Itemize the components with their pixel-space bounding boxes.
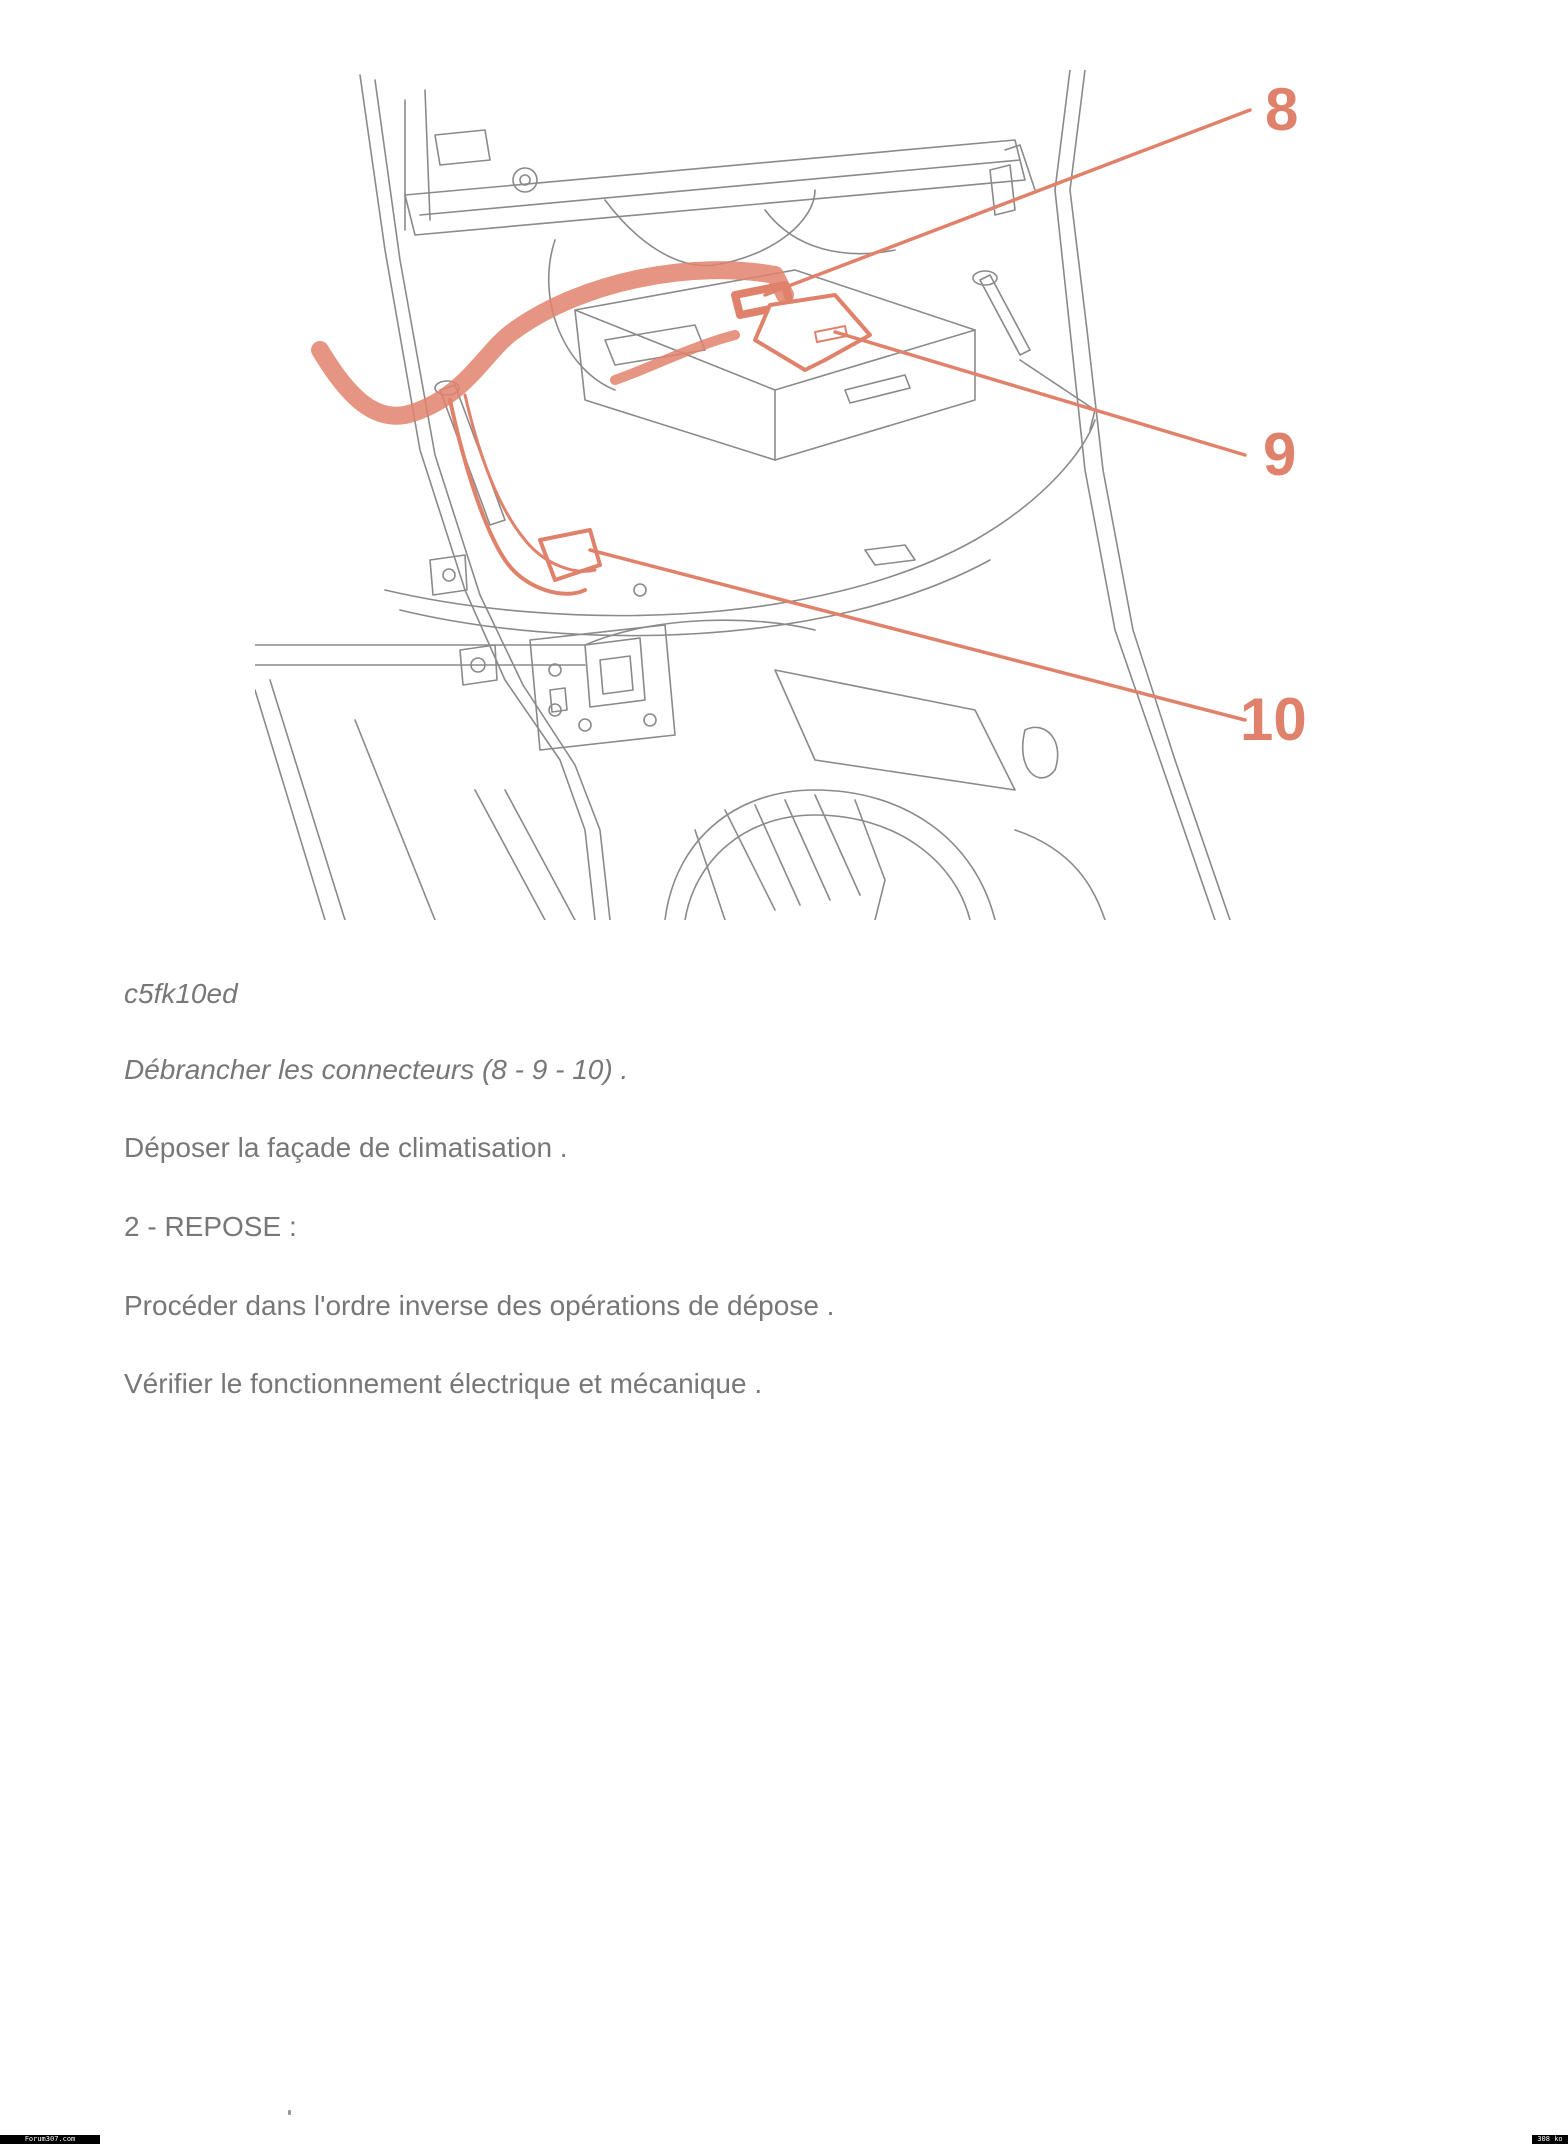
connector-9 xyxy=(755,295,870,370)
instruction-remove-panel: Déposer la façade de climatisation . xyxy=(124,1132,568,1163)
instruction-verify: Vérifier le fonctionnement électrique et mécanique . xyxy=(124,1368,763,1399)
right-post xyxy=(980,275,1030,355)
section-title-repose: 2 - REPOSE : xyxy=(124,1211,297,1242)
instruction-disconnect: Débrancher les connecteurs (8 - 9 - 10) . xyxy=(124,1054,629,1085)
connector-diagram xyxy=(255,70,1345,920)
footer-file-size: 308 ko xyxy=(1532,2135,1568,2144)
figure-reference-code: c5fk10ed xyxy=(124,978,238,1009)
console-left-edge-inner xyxy=(375,80,610,920)
instruction-reverse-order: Procéder dans l'ordre inverse des opérations de dépose . xyxy=(124,1290,835,1321)
harness-9 xyxy=(615,335,735,380)
leader-line-10 xyxy=(590,550,1245,720)
console-right-edge xyxy=(1055,70,1215,920)
scan-speck xyxy=(288,2110,291,2115)
footer-watermark: Forum307.com xyxy=(0,2135,100,2144)
callout-10: 10 xyxy=(1240,686,1307,753)
console-right-edge-inner xyxy=(1070,70,1230,920)
leader-line-9 xyxy=(835,332,1245,455)
callout-8: 8 xyxy=(1265,76,1299,143)
leader-line-8 xyxy=(765,110,1250,295)
callout-9: 9 xyxy=(1263,421,1297,488)
connector-10 xyxy=(540,530,600,580)
